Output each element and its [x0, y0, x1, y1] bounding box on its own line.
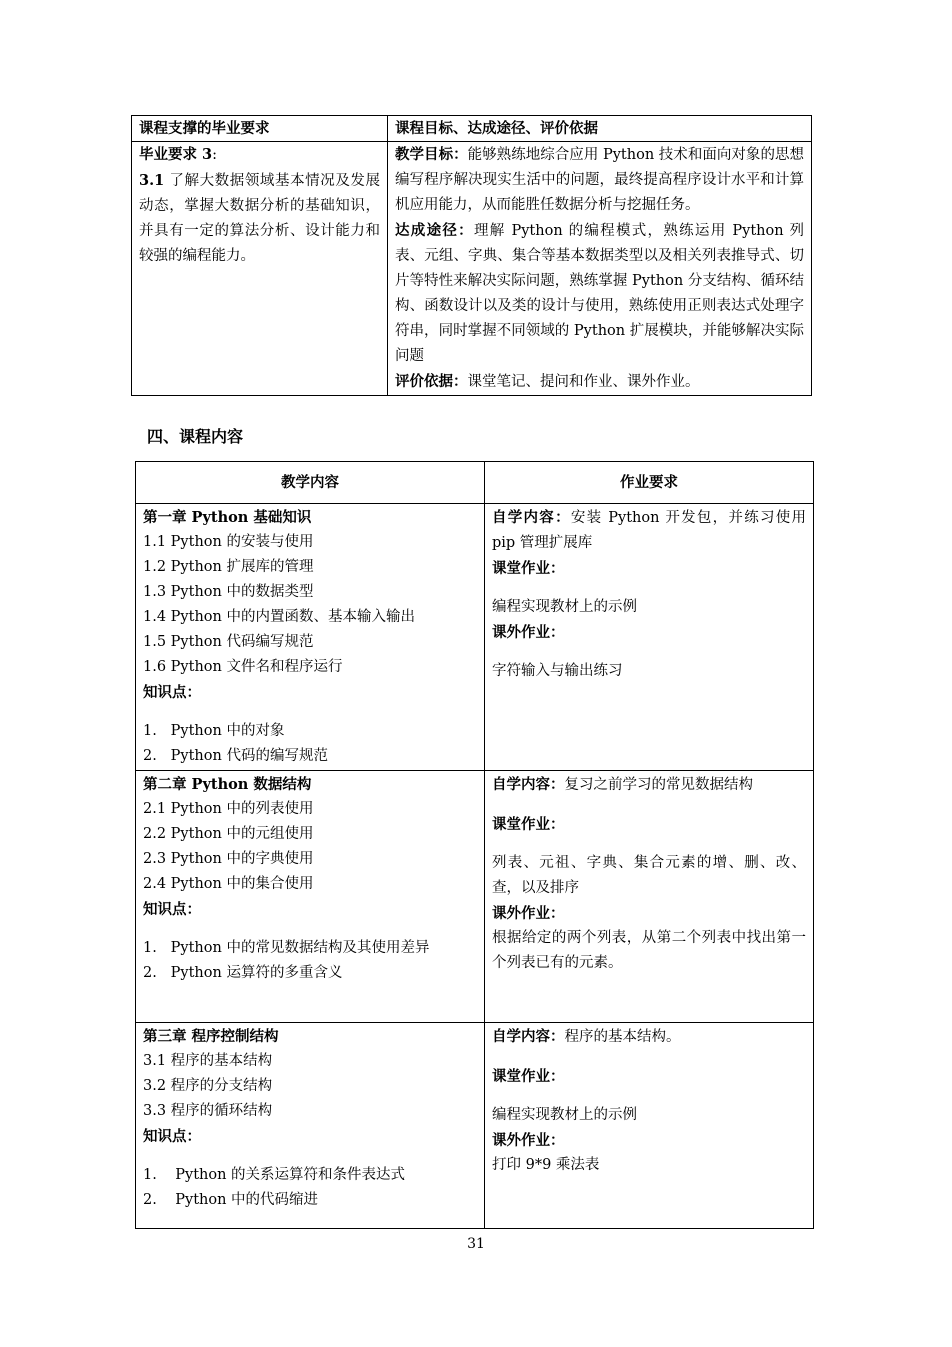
header-course-goals: 课程目标、达成途径、评价依据: [388, 116, 812, 142]
chapter-item: 1.6 Python 文件名和程序运行: [143, 659, 343, 675]
chapter-content-cell: [136, 1023, 485, 1229]
self-study-text: 程序的基本结构。: [564, 1029, 681, 1045]
homework-label: 课外作业：: [492, 905, 565, 922]
self-study-text: 复习之前学习的常见数据结构: [564, 777, 753, 793]
knowledge-point: 2. Python 运算符的多重含义: [143, 965, 343, 981]
homework-text: 打印 9*9 乘法表: [492, 1157, 600, 1173]
path-label: 达成途径：: [395, 222, 474, 239]
chapter-row: [136, 1023, 814, 1229]
chapter-title: 第一章 Python 基础知识: [143, 509, 312, 526]
homework-cell: [485, 771, 814, 1023]
knowledge-point: 2. Python 中的代码缩进: [143, 1192, 319, 1208]
chapter-item: 2.4 Python 中的集合使用: [143, 876, 314, 892]
classwork-text: 列表、元祖、字典、集合元素的增、删、改、查，以及排序: [492, 855, 806, 896]
chapter-item: 3.2 程序的分支结构: [143, 1078, 273, 1094]
knowledge-point: 1. Python 中的常见数据结构及其使用差异: [143, 940, 430, 956]
homework-text: 根据给定的两个列表，从第二个列表中找出第一个列表已有的元素。: [492, 930, 806, 971]
chapter-item: 2.3 Python 中的字典使用: [143, 851, 314, 867]
basis-label: 评价依据：: [395, 373, 468, 390]
chapter-item: 1.4 Python 中的内置函数、基本输入输出: [143, 609, 415, 625]
chapter-item: 2.1 Python 中的列表使用: [143, 801, 314, 817]
knowledge-point: 1. Python 的关系运算符和条件表达式: [143, 1167, 406, 1183]
chapter-content-cell: [136, 771, 485, 1023]
content-table-header: [136, 462, 814, 504]
homework-cell: [485, 504, 814, 771]
classwork-label: 课堂作业：: [492, 816, 565, 833]
classwork-text: 编程实现教材上的示例: [492, 1107, 637, 1123]
requirements-table: [131, 115, 812, 396]
requirement-item-number: 3.1: [139, 172, 165, 189]
basis-text: 课堂笔记、提问和作业、课外作业。: [467, 374, 700, 390]
self-study-label: 自学内容：: [492, 509, 571, 526]
page-number: 31: [467, 1236, 485, 1252]
goal-text: 能够熟练地综合应用 Python 技术和面向对象的思想编写程序解决现实生活中的问题，最终提高程序设计水平和计算机应用能力，从而能胜任数据分析与挖掘任务。: [395, 147, 804, 213]
requirement-title-colon: :: [212, 147, 218, 163]
homework-label: 课外作业：: [492, 624, 565, 641]
header-homework-requirements: 作业要求: [485, 462, 814, 504]
requirement-title: 毕业要求 3: [139, 146, 213, 163]
knowledge-points-label: 知识点：: [143, 901, 201, 918]
header-graduation-requirements: 课程支撑的毕业要求: [132, 116, 388, 142]
classwork-label: 课堂作业：: [492, 560, 565, 577]
goal-label: 教学目标：: [395, 146, 468, 163]
classwork-text: 编程实现教材上的示例: [492, 599, 637, 615]
homework-cell: [485, 1023, 814, 1229]
homework-label: 课外作业：: [492, 1132, 565, 1149]
knowledge-point: 1. Python 中的对象: [143, 723, 285, 739]
chapter-row: [136, 504, 814, 771]
chapter-item: 1.1 Python 的安装与使用: [143, 534, 314, 550]
knowledge-points-label: 知识点：: [143, 1128, 201, 1145]
self-study-label: 自学内容：: [492, 776, 565, 793]
header-teaching-content: 教学内容: [136, 462, 485, 504]
chapter-content-cell: [136, 504, 485, 771]
self-study-label: 自学内容：: [492, 1028, 565, 1045]
chapter-item: 1.3 Python 中的数据类型: [143, 584, 314, 600]
chapter-item: 1.5 Python 代码编写规范: [143, 634, 314, 650]
self-study-text: 安装 Python 开发包，并练习使用 pip 管理扩展库: [492, 510, 807, 551]
graduation-requirement-cell: [132, 142, 388, 396]
course-content-table: [135, 461, 814, 1229]
chapter-title: 第三章 程序控制结构: [143, 1028, 279, 1045]
knowledge-points-label: 知识点：: [143, 684, 201, 701]
chapter-row: [136, 771, 814, 1023]
chapter-item: 3.1 程序的基本结构: [143, 1053, 273, 1069]
path-text: 理解 Python 的编程模式，熟练运用 Python 列表、元组、字典、集合等基本数据类型以及相关列表推导式、切片等特性来解决实际问题，熟练掌握 Python 分支结构、循环结构、函数设计以及类的设计与使用，熟练使用正则表达式处理字符串，同时掌握不同领域的 Python 扩展模块，并能够解决实际问题: [395, 223, 804, 364]
section-heading: 四、课程内容: [147, 427, 244, 446]
course-goals-cell: [388, 142, 812, 396]
homework-text: 字符输入与输出练习: [492, 663, 623, 679]
knowledge-point: 2. Python 代码的编写规范: [143, 748, 328, 764]
chapter-item: 2.2 Python 中的元组使用: [143, 826, 314, 842]
requirements-table-header: [132, 116, 812, 142]
chapter-title: 第二章 Python 数据结构: [143, 776, 312, 793]
classwork-label: 课堂作业：: [492, 1068, 565, 1085]
chapter-item: 1.2 Python 扩展库的管理: [143, 559, 314, 575]
chapter-item: 3.3 程序的循环结构: [143, 1103, 273, 1119]
requirement-item-text: 了解大数据领域基本情况及发展动态，掌握大数据分析的基础知识，并具有一定的算法分析、设计能力和较强的编程能力。: [139, 173, 380, 264]
requirements-table-row: [132, 142, 812, 396]
